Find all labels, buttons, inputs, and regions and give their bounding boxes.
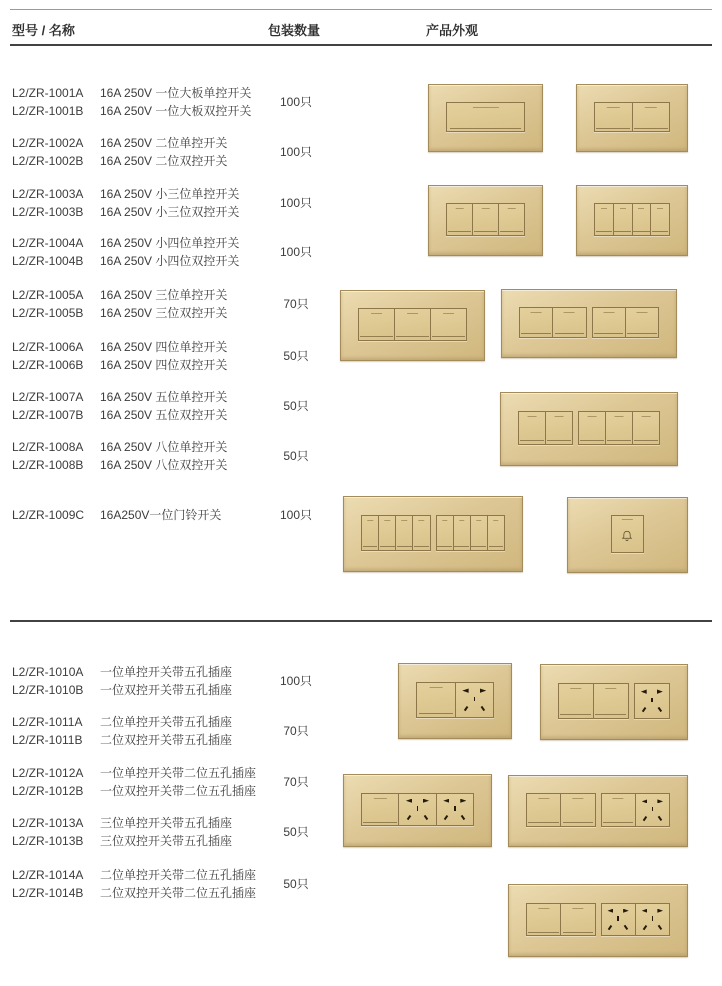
model-code: L2/ZR-1003A	[12, 187, 84, 201]
product-name: 16A 250V 四位双控开关	[100, 358, 228, 372]
column-header-qty: 包装数量	[268, 23, 321, 38]
socket-hole	[623, 909, 629, 913]
model-code: L2/ZR-1001A	[12, 86, 84, 100]
socket-hole	[424, 815, 428, 820]
switch-module-group	[436, 515, 506, 551]
model-code: L2/ZR-1001B	[12, 104, 84, 118]
product-image-plate-1011	[540, 664, 688, 740]
socket-hole	[658, 816, 662, 821]
product-names	[100, 185, 280, 221]
top-rule	[10, 9, 712, 10]
product-name: 三位双控开关带五孔插座	[100, 834, 233, 848]
column-header-appearance: 产品外观	[426, 23, 479, 38]
switch-module-group	[594, 203, 670, 235]
product-name: 16A 250V 小三位双控开关	[100, 205, 240, 219]
product-name: 16A 250V 小三位单控开关	[100, 187, 240, 201]
socket-hole	[460, 799, 466, 803]
rocker-switch	[527, 904, 560, 936]
section-divider-rule	[10, 620, 712, 622]
five-hole-socket	[436, 794, 473, 826]
product-name: 16A 250V 四位单控开关	[100, 340, 228, 354]
package-qty: 100只	[279, 674, 313, 688]
product-image-plate-1006	[501, 289, 677, 358]
model-codes	[12, 134, 98, 170]
switch-module-group	[518, 411, 573, 446]
model-codes	[12, 506, 98, 524]
socket-hole	[417, 806, 418, 810]
rocker-switch	[394, 309, 430, 339]
five-hole-socket	[635, 904, 669, 936]
socket-hole	[652, 916, 653, 920]
product-image-plate-1014	[508, 884, 688, 957]
product-name: 二位双控开关带二位五孔插座	[100, 886, 257, 900]
rocker-switch	[632, 204, 651, 234]
model-code: L2/ZR-1006B	[12, 358, 84, 372]
rocker-switch	[395, 516, 412, 550]
switch-module-group	[558, 683, 629, 719]
model-codes	[12, 84, 98, 120]
socket-hole	[481, 706, 486, 712]
model-code: L2/ZR-1008B	[12, 458, 84, 472]
socket-hole	[443, 799, 449, 803]
model-code: L2/ZR-1013B	[12, 834, 84, 848]
rocker-switch	[559, 684, 593, 718]
model-code: L2/ZR-1003B	[12, 205, 84, 219]
switch-module-group	[416, 682, 494, 718]
product-name: 一位双控开关带五孔插座	[100, 683, 233, 697]
rocker-switch	[593, 308, 625, 337]
socket-hole	[461, 815, 465, 820]
model-code: L2/ZR-1014A	[12, 868, 84, 882]
model-codes	[12, 814, 98, 850]
model-codes	[12, 713, 98, 749]
rocker-switch	[520, 308, 552, 337]
product-names	[100, 506, 280, 524]
product-names	[100, 438, 280, 474]
socket-hole	[407, 815, 411, 820]
rocker-switch	[632, 412, 659, 445]
model-code: L2/ZR-1005B	[12, 306, 84, 320]
package-qty: 50只	[283, 399, 309, 413]
rocker-switch	[362, 794, 398, 826]
socket-hole	[474, 697, 476, 702]
product-names	[100, 814, 280, 850]
switch-module-group	[358, 308, 467, 340]
doorbell-button	[612, 516, 642, 552]
package-qty: 50只	[283, 349, 309, 363]
switch-module-group	[578, 411, 660, 446]
model-codes	[12, 388, 98, 424]
socket-hole	[642, 707, 647, 712]
product-names	[100, 234, 280, 270]
switch-module-group	[634, 683, 670, 719]
socket-hole	[607, 909, 613, 913]
rocker-switch	[613, 204, 632, 234]
model-code: L2/ZR-1007B	[12, 408, 84, 422]
socket-hole	[651, 698, 652, 703]
model-codes	[12, 286, 98, 322]
rocker-switch	[447, 204, 472, 234]
model-code: L2/ZR-1004A	[12, 236, 84, 250]
switch-module-group	[601, 903, 671, 937]
rocker-switch	[362, 516, 378, 550]
rocker-switch	[430, 309, 466, 339]
socket-hole	[657, 909, 663, 913]
rocker-switch	[595, 204, 613, 234]
five-hole-socket	[398, 794, 435, 826]
model-code: L2/ZR-1007A	[12, 390, 84, 404]
model-codes	[12, 764, 98, 800]
product-name: 二位单控开关带五孔插座	[100, 715, 233, 729]
package-qty: 70只	[283, 724, 309, 738]
socket-hole	[624, 925, 628, 930]
model-codes	[12, 663, 98, 699]
product-name: 一位单控开关带五孔插座	[100, 665, 233, 679]
product-name: 16A 250V 八位双控开关	[100, 458, 228, 472]
rocker-switch	[498, 204, 524, 234]
five-hole-socket	[635, 794, 669, 825]
switch-module-group	[526, 903, 596, 937]
product-names	[100, 286, 280, 322]
socket-hole	[642, 799, 648, 803]
model-code: L2/ZR-1004B	[12, 254, 84, 268]
product-image-plate-1003	[428, 185, 543, 256]
rocker-switch	[527, 794, 560, 825]
product-image-plate-1007	[500, 392, 678, 466]
product-name: 16A250V一位门铃开关	[100, 508, 222, 522]
model-codes	[12, 866, 98, 902]
product-name: 16A 250V 一位大板双控开关	[100, 104, 252, 118]
product-name: 16A 250V 小四位双控开关	[100, 254, 240, 268]
product-names	[100, 663, 280, 699]
product-names	[100, 866, 280, 902]
model-code: L2/ZR-1012A	[12, 766, 84, 780]
product-image-plate-1001	[428, 84, 543, 152]
rocker-switch	[437, 516, 453, 550]
package-qty: 100只	[279, 95, 313, 109]
model-code: L2/ZR-1002A	[12, 136, 84, 150]
socket-hole	[406, 799, 412, 803]
product-names	[100, 388, 280, 424]
socket-hole	[454, 806, 455, 810]
rocker-switch	[378, 516, 395, 550]
product-name: 一位单控开关带二位五孔插座	[100, 766, 257, 780]
socket-hole	[658, 707, 663, 712]
package-qty: 50只	[283, 825, 309, 839]
product-name: 16A 250V 五位单控开关	[100, 390, 228, 404]
product-image-plate-1002	[576, 84, 688, 152]
rocker-switch	[560, 794, 594, 825]
package-qty: 100只	[279, 196, 313, 210]
switch-module-group	[526, 793, 596, 826]
five-hole-socket	[602, 904, 635, 936]
socket-hole	[608, 925, 612, 930]
product-image-plate-1009	[567, 497, 688, 573]
rocker-switch	[412, 516, 429, 550]
socket-hole	[641, 689, 647, 693]
model-codes	[12, 185, 98, 221]
product-name: 一位双控开关带二位五孔插座	[100, 784, 257, 798]
rocker-switch	[650, 204, 669, 234]
switch-module-group	[361, 515, 431, 551]
package-qty: 50只	[283, 877, 309, 891]
product-names	[100, 84, 280, 120]
product-name: 16A 250V 二位单控开关	[100, 136, 228, 150]
socket-hole	[463, 706, 468, 712]
package-qty: 50只	[283, 449, 309, 463]
socket-hole	[652, 807, 653, 811]
rocker-switch	[487, 516, 504, 550]
product-name: 三位单控开关带五孔插座	[100, 816, 233, 830]
product-image-plate-1004	[576, 185, 688, 256]
product-names	[100, 134, 280, 170]
socket-hole	[642, 925, 646, 930]
product-names	[100, 338, 280, 374]
model-code: L2/ZR-1009C	[12, 508, 85, 522]
socket-hole	[462, 688, 468, 692]
product-image-plate-1013	[508, 775, 688, 847]
five-hole-socket	[635, 684, 669, 718]
rocker-switch	[552, 308, 585, 337]
product-image-plate-1008	[343, 496, 523, 572]
model-code: L2/ZR-1005A	[12, 288, 84, 302]
model-code: L2/ZR-1008A	[12, 440, 84, 454]
rocker-switch	[593, 684, 628, 718]
product-name: 二位单控开关带二位五孔插座	[100, 868, 257, 882]
package-qty: 100只	[279, 245, 313, 259]
rocker-switch	[470, 516, 487, 550]
rocker-switch	[605, 412, 632, 445]
product-image-plate-1010	[398, 663, 512, 739]
bell-icon	[619, 526, 636, 546]
rocker-switch	[632, 103, 670, 131]
switch-module-group	[519, 307, 587, 338]
rocker-switch	[472, 204, 498, 234]
model-code: L2/ZR-1006A	[12, 340, 84, 354]
rocker-switch	[602, 794, 635, 825]
socket-hole	[480, 688, 486, 692]
product-name: 16A 250V 一位大板单控开关	[100, 86, 252, 100]
rocker-switch	[359, 309, 394, 339]
rocker-switch	[417, 683, 455, 717]
model-code: L2/ZR-1002B	[12, 154, 84, 168]
rocker-switch	[625, 308, 658, 337]
package-qty: 70只	[283, 775, 309, 789]
product-name: 16A 250V 八位单控开关	[100, 440, 228, 454]
product-names	[100, 764, 280, 800]
model-code: L2/ZR-1013A	[12, 816, 84, 830]
header-rule	[10, 44, 712, 46]
model-codes	[12, 234, 98, 270]
rocker-switch	[447, 103, 524, 131]
switch-module-group	[361, 793, 474, 827]
socket-hole	[642, 909, 648, 913]
package-qty: 100只	[279, 145, 313, 159]
product-name: 16A 250V 二位双控开关	[100, 154, 228, 168]
socket-hole	[657, 689, 663, 693]
product-name: 16A 250V 三位双控开关	[100, 306, 228, 320]
socket-hole	[423, 799, 429, 803]
rocker-switch	[519, 412, 545, 445]
product-name: 16A 250V 三位单控开关	[100, 288, 228, 302]
socket-hole	[658, 925, 662, 930]
product-name: 16A 250V 小四位单控开关	[100, 236, 240, 250]
rocker-switch	[545, 412, 572, 445]
switch-module-group	[592, 307, 660, 338]
rocker-switch	[579, 412, 605, 445]
socket-hole	[642, 816, 646, 821]
rocker-switch	[560, 904, 594, 936]
switch-module-group	[601, 793, 671, 826]
rocker-switch	[453, 516, 470, 550]
product-name: 二位双控开关带五孔插座	[100, 733, 233, 747]
model-codes	[12, 338, 98, 374]
socket-hole	[444, 815, 448, 820]
model-code: L2/ZR-1011B	[12, 733, 83, 747]
model-code: L2/ZR-1012B	[12, 784, 84, 798]
model-code: L2/ZR-1014B	[12, 886, 84, 900]
switch-module-group	[446, 203, 525, 235]
product-image-plate-1005	[340, 290, 485, 361]
switch-module-group	[611, 515, 643, 553]
model-code: L2/ZR-1010A	[12, 665, 84, 679]
model-codes	[12, 438, 98, 474]
column-header-model: 型号 / 名称	[12, 23, 75, 38]
socket-hole	[657, 799, 663, 803]
package-qty: 100只	[279, 508, 313, 522]
rocker-switch	[595, 103, 632, 131]
five-hole-socket	[455, 683, 494, 717]
product-name: 16A 250V 五位双控开关	[100, 408, 228, 422]
switch-module-group	[594, 102, 670, 132]
socket-hole	[617, 916, 618, 920]
model-code: L2/ZR-1010B	[12, 683, 84, 697]
product-names	[100, 713, 280, 749]
product-image-plate-1012	[343, 774, 492, 847]
switch-module-group	[446, 102, 525, 132]
model-code: L2/ZR-1011A	[12, 715, 83, 729]
package-qty: 70只	[283, 297, 309, 311]
